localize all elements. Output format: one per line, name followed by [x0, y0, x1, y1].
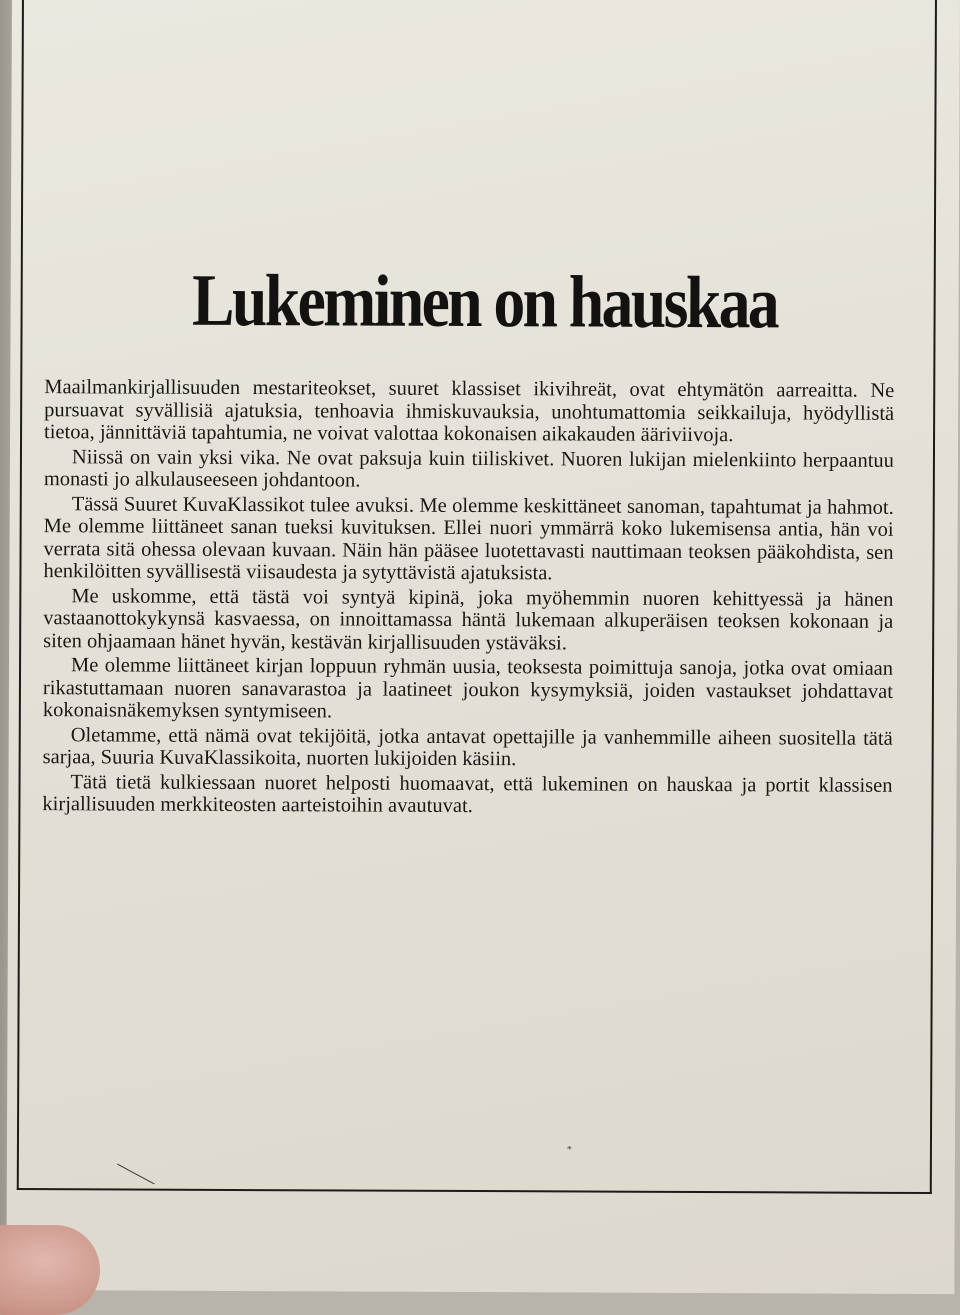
- paragraph: Tässä Suuret KuvaKlassikot tulee avuksi. Me olemme keskittäneet sanoman, tapahtumat ja hahmot. Me olemme liittäneet sanan tueksi kuvituksen. Ellei nuori ymmärrä koko lukemisensa antia, hän voi verrata sitä ohessa olevaan kuvaan. Näin hän pääsee luotettavasti nauttimaan teoksen pääkohdista, sen henkilöitten syvällisestä viisaudesta ja sytyttävistä ajatuksista.: [43, 492, 894, 585]
- paragraph: Maailmankirjallisuuden mestariteokset, suuret klassiset ikivihreät, ovat ehtymätön aarreaitta. Ne pursuavat syvällisiä ajatuksia, tenhoavia ihmiskuvauksia, unohtumattomia seikkailuja, hyödyllistä tietoa, jännittäviä tapahtumia, ne voivat valottaa kokonaisen aikakauden ääriviivoja.: [44, 376, 895, 447]
- paragraph: Niissä on vain yksi vika. Ne ovat paksuja kuin tiiliskivet. Nuoren lukijan mielenkiinto herpaantuu monasti jo alkulauseeseen johdantoon.: [43, 445, 895, 492]
- paragraph: Me uskomme, että tästä voi syntyä kipinä, joka myöhemmin nuoren kehittyessä ja hänen vastaanottokykynsä kasvaessa, on innoittamassa häntä lukemaan alkuperäisen teoksen kokonaan ja siten ohjaamaan hänet hyvän, kestävän kirjallisuuden ystäväksi.: [43, 584, 894, 654]
- page-mark: *: [566, 1144, 572, 1156]
- fingertip: [0, 1225, 100, 1315]
- paragraph: Oletamme, että nämä ovat tekijöitä, jotka antavat opettajille ja vanhemmille aiheen suositella tätä sarjaa, Suuria KuvaKlassikoita, nuorten lukijoiden käsiin.: [42, 723, 893, 771]
- paragraph: Tätä tietä kulkiessaan nuoret helposti huomaavat, että lukeminen on hauskaa ja portit klassisen kirjallisuuden merkkiteosten aarteistoihin avautuvat.: [42, 770, 893, 818]
- body-text: [42, 376, 894, 821]
- book-page: [6, 0, 960, 1294]
- page-title: Lukeminen on hauskaa: [191, 259, 778, 345]
- paragraph: Me olemme liittäneet kirjan loppuun ryhmän uusia, teoksesta poimittuja sanoja, jotka ovat omiaan rikastuttamaan nuoren sanavarastoa ja laatineet joukon kysymyksiä, joiden vastaukset johdattavat kokonaisnäkemyksen syntymiseen.: [42, 654, 894, 723]
